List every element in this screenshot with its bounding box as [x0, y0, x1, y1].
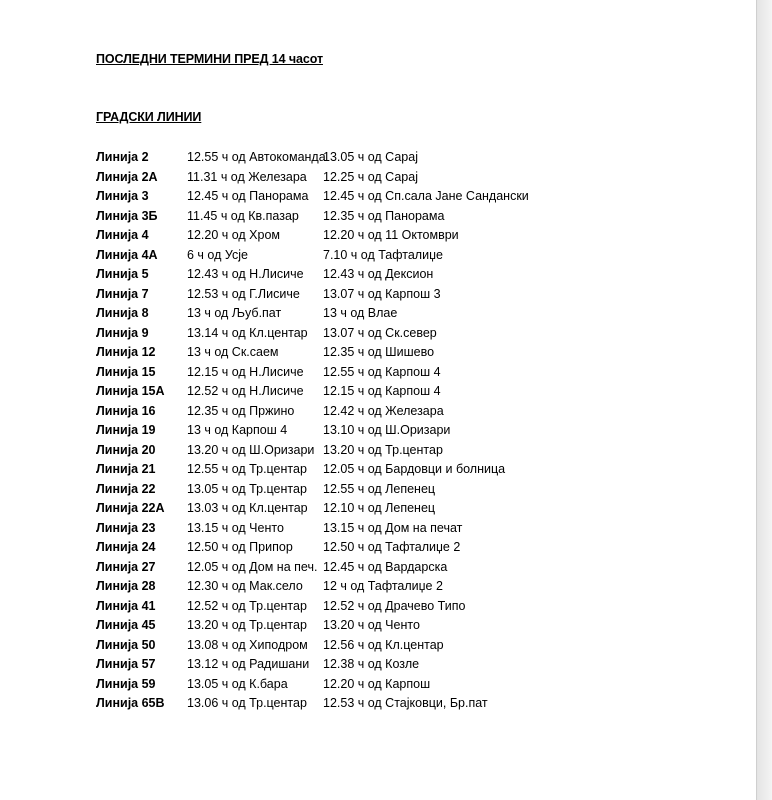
- first-departure: 12.52 ч од Тр.центар: [187, 598, 307, 613]
- first-departure: 13 ч од Ск.саем: [187, 345, 279, 359]
- line-name: Линија 28: [96, 579, 156, 593]
- first-departure: 12.05 ч од Дом на печ.: [187, 559, 318, 574]
- line-name: Линија 2А: [96, 169, 158, 184]
- line-name: Линија 7: [96, 286, 149, 301]
- first-departure: 13 ч од Карпош 4: [187, 423, 288, 437]
- section-heading: ГРАДСКИ ЛИНИИ: [96, 110, 202, 124]
- first-departure: 13.14 ч од Кл.центар: [187, 325, 308, 340]
- first-departure: 12.20 ч од Хром: [187, 228, 281, 242]
- second-departure: 12.20 ч од 11 Октомври: [323, 228, 459, 242]
- second-departure: 13.10 ч од Ш.Оризари: [323, 423, 451, 437]
- line-name: Линија 22А: [96, 501, 165, 515]
- second-departure: 12.15 ч од Карпош 4: [323, 384, 441, 398]
- second-departure: 12.50 ч од Тафталиџе 2: [323, 540, 461, 554]
- line-name: Линија 9: [96, 325, 149, 340]
- line-name: Линија 23: [96, 520, 156, 535]
- first-departure: 12.43 ч од Н.Лисиче: [187, 267, 304, 281]
- line-name: Линија 65В: [96, 696, 165, 710]
- line-name: Линија 12: [96, 345, 156, 359]
- second-departure: 13.20 ч од Ченто: [323, 618, 420, 632]
- first-departure: 6 ч од Усје: [187, 247, 248, 262]
- second-departure: 12.45 ч од Вардарска: [323, 559, 448, 574]
- first-departure: 11.31 ч од Железара: [187, 169, 307, 184]
- line-name: Линија 21: [96, 462, 156, 476]
- line-name: Линија 20: [96, 442, 156, 457]
- second-departure: 12.52 ч од Драчево Типо: [323, 598, 466, 613]
- second-departure: 12.45 ч од Сп.сала Јане Сандански: [323, 189, 529, 203]
- second-departure: 12.38 ч од Козле: [323, 657, 420, 671]
- line-name: Линија 3: [96, 189, 149, 203]
- first-departure: 12.30 ч од Мак.село: [187, 579, 303, 593]
- second-departure: 13.20 ч од Тр.центар: [323, 442, 443, 457]
- line-name: Линија 27: [96, 559, 156, 574]
- line-name: Линија 16: [96, 403, 156, 418]
- line-name: Линија 15А: [96, 384, 165, 398]
- second-departure: 13.07 ч од Ск.север: [323, 325, 437, 340]
- second-departure: 12.05 ч од Бардовци и болница: [323, 462, 506, 476]
- line-name: Линија 4А: [96, 247, 158, 262]
- line-name: Линија 45: [96, 618, 156, 632]
- second-departure: 13.07 ч од Карпош 3: [323, 286, 441, 301]
- line-name: Линија 8: [96, 306, 149, 320]
- first-departure: 12.53 ч од Г.Лисиче: [187, 286, 300, 301]
- first-departure: 13.06 ч од Тр.центар: [187, 696, 307, 710]
- second-departure: 12.55 ч од Лепенец: [323, 481, 436, 496]
- second-departure: 12.25 ч од Сарај: [323, 169, 418, 184]
- first-departure: 13.12 ч од Радишани: [187, 657, 310, 671]
- first-departure: 13.15 ч од Ченто: [187, 520, 284, 535]
- second-departure: 12.55 ч од Карпош 4: [323, 364, 441, 379]
- second-departure: 12.10 ч од Лепенец: [323, 501, 436, 515]
- second-departure: 12.35 ч од Панорама: [323, 208, 445, 223]
- first-departure: 12.55 ч од Тр.центар: [187, 462, 307, 476]
- line-name: Линија 57: [96, 657, 156, 671]
- first-departure: 12.52 ч од Н.Лисиче: [187, 384, 304, 398]
- second-departure: 12.53 ч од Стајковци, Бр.пат: [323, 696, 488, 710]
- line-name: Линија 15: [96, 364, 156, 379]
- second-departure: 7.10 ч од Тафталиџе: [323, 247, 443, 262]
- page-title: ПОСЛЕДНИ ТЕРМИНИ ПРЕД 14 часот: [96, 52, 323, 66]
- first-departure: 12.15 ч од Н.Лисиче: [187, 364, 304, 379]
- first-departure: 12.55 ч од Автокоманда: [187, 150, 326, 164]
- second-departure: 12.35 ч од Шишево: [323, 345, 435, 359]
- line-name: Линија 2: [96, 150, 149, 164]
- first-departure: 13.20 ч од Тр.центар: [187, 618, 307, 632]
- first-departure: 13 ч од Љуб.пат: [187, 306, 282, 320]
- line-name: Линија 5: [96, 267, 149, 281]
- second-departure: 12.20 ч од Карпош: [323, 676, 431, 691]
- first-departure: 12.35 ч од Пржино: [187, 403, 295, 418]
- first-departure: 12.50 ч од Припор: [187, 540, 293, 554]
- first-departure: 13.20 ч од Ш.Оризари: [187, 442, 315, 457]
- first-departure: 13.05 ч од К.бара: [187, 676, 288, 691]
- second-departure: 13 ч од Влае: [323, 306, 398, 320]
- line-name: Линија 22: [96, 481, 156, 496]
- second-departure: 13.15 ч од Дом на печат: [323, 520, 463, 535]
- first-departure: 13.08 ч од Хиподром: [187, 637, 308, 652]
- line-name: Линија 24: [96, 540, 156, 554]
- line-name: Линија 3Б: [96, 208, 158, 223]
- first-departure: 13.03 ч од Кл.центар: [187, 501, 308, 515]
- second-departure: 12.42 ч од Железара: [323, 403, 444, 418]
- line-name: Линија 59: [96, 676, 156, 691]
- second-departure: 12.56 ч од Кл.центар: [323, 637, 444, 652]
- second-departure: 12 ч од Тафталиџе 2: [323, 579, 443, 593]
- first-departure: 11.45 ч од Кв.пазар: [187, 208, 299, 223]
- second-departure: 12.43 ч од Дексион: [323, 267, 434, 281]
- line-name: Линија 50: [96, 637, 156, 652]
- page-edge-shadow: [757, 0, 772, 800]
- first-departure: 13.05 ч од Тр.центар: [187, 481, 307, 496]
- line-name: Линија 4: [96, 228, 149, 242]
- first-departure: 12.45 ч од Панорама: [187, 189, 309, 203]
- second-departure: 13.05 ч од Сарај: [323, 150, 418, 164]
- line-name: Линија 19: [96, 423, 156, 437]
- line-name: Линија 41: [96, 598, 156, 613]
